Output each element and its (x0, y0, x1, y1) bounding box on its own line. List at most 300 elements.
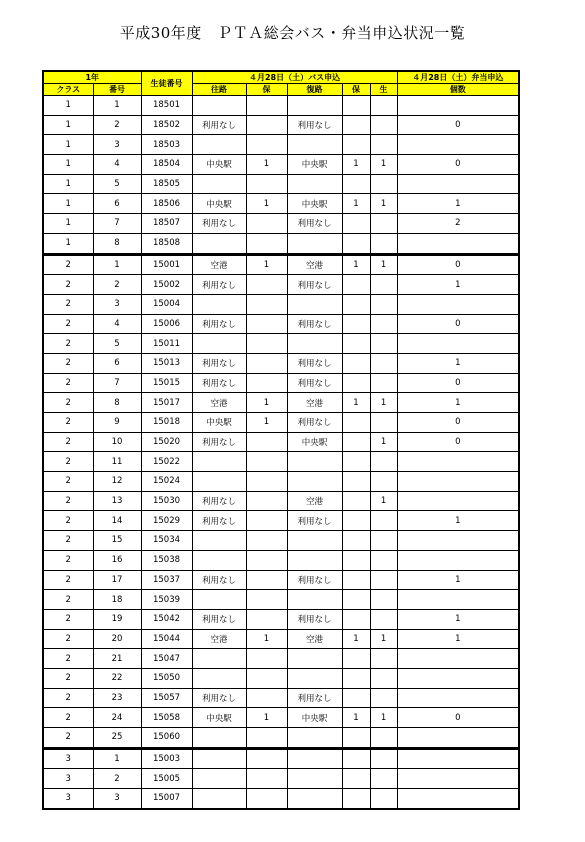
student-id-cell: 15029 (141, 511, 192, 531)
number-cell: 10 (93, 432, 141, 452)
outbound-cell: 中央駅 (192, 708, 246, 728)
student-cell (370, 531, 397, 551)
guardian-return-cell (342, 413, 370, 433)
bento-count-cell: 1 (397, 353, 519, 373)
table-row (43, 629, 519, 649)
student-id-cell: 15015 (141, 373, 192, 393)
guardian-outbound-cell (246, 550, 287, 570)
guardian-outbound-cell: 1 (246, 413, 287, 433)
table-row (43, 115, 519, 135)
class-cell: 1 (43, 233, 93, 254)
bento-count-cell (397, 452, 519, 472)
number-cell: 8 (93, 393, 141, 413)
table-header (43, 71, 519, 96)
outbound-cell: 利用なし (192, 353, 246, 373)
bento-count-cell: 0 (397, 708, 519, 728)
table-row (43, 432, 519, 452)
guardian-outbound-cell (246, 472, 287, 492)
student-cell (370, 233, 397, 254)
class-cell: 2 (43, 275, 93, 295)
return-cell (287, 649, 342, 669)
guardian-return-cell (342, 649, 370, 669)
student-cell (370, 115, 397, 135)
guardian-return-cell (342, 531, 370, 551)
return-cell (287, 789, 342, 809)
student-id-cell: 18508 (141, 233, 192, 254)
student-cell (370, 511, 397, 531)
guardian-return-cell (342, 294, 370, 314)
table-row (43, 531, 519, 551)
guardian-outbound-cell (246, 531, 287, 551)
student-id-cell: 15057 (141, 688, 192, 708)
number-cell: 21 (93, 649, 141, 669)
number-cell: 4 (93, 155, 141, 175)
bento-count-cell (397, 294, 519, 314)
return-cell: 空港 (287, 491, 342, 511)
return-cell: 利用なし (287, 314, 342, 334)
bento-count-cell: 1 (397, 570, 519, 590)
student-cell (370, 314, 397, 334)
student-cell: 1 (370, 194, 397, 214)
table-row (43, 491, 519, 511)
student-id-cell: 15034 (141, 531, 192, 551)
number-cell: 1 (93, 748, 141, 769)
guardian-outbound-cell (246, 432, 287, 452)
bento-count-cell: 1 (397, 629, 519, 649)
bento-application-header: ４月28日（土）弁当申込 (397, 71, 519, 84)
return-cell: 中央駅 (287, 155, 342, 175)
bento-count-cell: 0 (397, 373, 519, 393)
class-cell: 2 (43, 413, 93, 433)
number-cell: 15 (93, 531, 141, 551)
class-cell: 2 (43, 649, 93, 669)
student-cell (370, 275, 397, 295)
table-row (43, 353, 519, 373)
table-row (43, 413, 519, 433)
return-cell (287, 590, 342, 610)
student-cell (370, 174, 397, 194)
class-cell: 3 (43, 748, 93, 769)
guardian-return-cell (342, 748, 370, 769)
student-id-cell: 15007 (141, 789, 192, 809)
number-cell: 12 (93, 472, 141, 492)
table-row (43, 728, 519, 749)
guardian-outbound-cell (246, 728, 287, 749)
return-cell: 利用なし (287, 214, 342, 234)
return-cell: 中央駅 (287, 432, 342, 452)
student-cell (370, 570, 397, 590)
bento-count-cell: 0 (397, 413, 519, 433)
student-id-cell: 15058 (141, 708, 192, 728)
outbound-cell: 利用なし (192, 432, 246, 452)
student-cell: 1 (370, 155, 397, 175)
student-id-cell: 15017 (141, 393, 192, 413)
outbound-cell: 利用なし (192, 688, 246, 708)
class-cell: 2 (43, 294, 93, 314)
guardian-return-cell (342, 96, 370, 116)
bento-count-cell (397, 688, 519, 708)
student-id-cell: 18506 (141, 194, 192, 214)
guardian-return-cell: 1 (342, 155, 370, 175)
number-cell: 24 (93, 708, 141, 728)
class-cell: 2 (43, 708, 93, 728)
guardian-outbound-header: 保 (246, 84, 287, 96)
guardian-outbound-cell (246, 233, 287, 254)
return-cell: 利用なし (287, 373, 342, 393)
bento-count-cell: 1 (397, 275, 519, 295)
return-cell: 空港 (287, 254, 342, 275)
number-cell: 7 (93, 373, 141, 393)
guardian-return-cell (342, 491, 370, 511)
guardian-outbound-cell (246, 334, 287, 354)
return-cell: 空港 (287, 393, 342, 413)
number-cell: 14 (93, 511, 141, 531)
bento-count-cell: 1 (397, 511, 519, 531)
number-cell: 19 (93, 609, 141, 629)
bento-count-cell: 0 (397, 155, 519, 175)
guardian-outbound-cell (246, 590, 287, 610)
guardian-return-cell (342, 688, 370, 708)
return-cell (287, 96, 342, 116)
guardian-outbound-cell (246, 373, 287, 393)
student-cell: 1 (370, 432, 397, 452)
guardian-return-cell (342, 590, 370, 610)
guardian-outbound-cell (246, 511, 287, 531)
student-id-cell: 15047 (141, 649, 192, 669)
outbound-cell (192, 550, 246, 570)
return-cell: 利用なし (287, 688, 342, 708)
bento-count-cell: 2 (397, 214, 519, 234)
student-cell (370, 550, 397, 570)
outbound-cell (192, 649, 246, 669)
guardian-return-cell (342, 275, 370, 295)
return-cell: 利用なし (287, 413, 342, 433)
number-cell: 1 (93, 96, 141, 116)
table-row (43, 334, 519, 354)
table-row (43, 96, 519, 116)
student-cell (370, 668, 397, 688)
guardian-outbound-cell (246, 769, 287, 789)
class-cell: 2 (43, 373, 93, 393)
table-row (43, 511, 519, 531)
class-cell: 2 (43, 590, 93, 610)
guardian-outbound-cell (246, 789, 287, 809)
class-cell: 1 (43, 135, 93, 155)
student-id-cell: 15038 (141, 550, 192, 570)
bento-count-cell: 1 (397, 194, 519, 214)
bento-count-cell: 0 (397, 254, 519, 275)
return-cell (287, 334, 342, 354)
student-cell (370, 472, 397, 492)
outbound-cell: 利用なし (192, 570, 246, 590)
bento-count-cell (397, 668, 519, 688)
class-cell: 1 (43, 96, 93, 116)
guardian-return-cell (342, 373, 370, 393)
return-cell: 利用なし (287, 353, 342, 373)
number-cell: 25 (93, 728, 141, 749)
bento-count-cell (397, 789, 519, 809)
class-cell: 2 (43, 254, 93, 275)
outbound-cell (192, 590, 246, 610)
guardian-return-cell: 1 (342, 629, 370, 649)
number-cell: 3 (93, 135, 141, 155)
outbound-cell: 利用なし (192, 314, 246, 334)
guardian-return-cell: 1 (342, 194, 370, 214)
return-cell (287, 748, 342, 769)
student-id-cell: 15037 (141, 570, 192, 590)
number-cell: 18 (93, 590, 141, 610)
guardian-outbound-cell (246, 649, 287, 669)
student-cell (370, 748, 397, 769)
class-cell: 2 (43, 334, 93, 354)
number-cell: 2 (93, 769, 141, 789)
class-cell: 2 (43, 668, 93, 688)
guardian-outbound-cell (246, 294, 287, 314)
outbound-cell (192, 334, 246, 354)
outbound-cell (192, 294, 246, 314)
return-cell (287, 769, 342, 789)
student-id-cell: 15060 (141, 728, 192, 749)
guardian-return-cell (342, 609, 370, 629)
student-id-cell: 15018 (141, 413, 192, 433)
outbound-cell: 利用なし (192, 373, 246, 393)
bento-count-cell (397, 233, 519, 254)
table-row (43, 233, 519, 254)
bento-count-cell (397, 491, 519, 511)
guardian-return-cell (342, 115, 370, 135)
return-cell (287, 668, 342, 688)
student-id-cell: 15039 (141, 590, 192, 610)
student-cell: 1 (370, 629, 397, 649)
student-id-cell: 15002 (141, 275, 192, 295)
class-cell: 1 (43, 214, 93, 234)
guardian-return-cell (342, 728, 370, 749)
student-id-cell: 15004 (141, 294, 192, 314)
student-id-cell: 15013 (141, 353, 192, 373)
return-cell: 利用なし (287, 511, 342, 531)
student-id-cell: 18507 (141, 214, 192, 234)
student-cell (370, 96, 397, 116)
table-row (43, 649, 519, 669)
return-cell: 中央駅 (287, 194, 342, 214)
class-cell: 3 (43, 789, 93, 809)
return-cell (287, 294, 342, 314)
student-cell (370, 590, 397, 610)
outbound-cell: 空港 (192, 393, 246, 413)
guardian-outbound-cell (246, 275, 287, 295)
outbound-cell (192, 472, 246, 492)
guardian-return-cell (342, 353, 370, 373)
guardian-outbound-cell (246, 748, 287, 769)
return-cell (287, 233, 342, 254)
guardian-return-cell: 1 (342, 254, 370, 275)
number-cell: 11 (93, 452, 141, 472)
table-row (43, 294, 519, 314)
number-cell: 22 (93, 668, 141, 688)
return-cell (287, 452, 342, 472)
bento-count-cell (397, 550, 519, 570)
number-cell: 20 (93, 629, 141, 649)
number-cell: 6 (93, 353, 141, 373)
return-cell: 中央駅 (287, 708, 342, 728)
bento-count-cell: 0 (397, 314, 519, 334)
outbound-cell: 利用なし (192, 115, 246, 135)
outbound-cell: 中央駅 (192, 155, 246, 175)
class-cell: 1 (43, 174, 93, 194)
student-cell: 1 (370, 491, 397, 511)
table-row (43, 254, 519, 275)
class-cell: 1 (43, 194, 93, 214)
return-cell: 利用なし (287, 115, 342, 135)
outbound-cell (192, 452, 246, 472)
class-cell: 2 (43, 629, 93, 649)
guardian-return-cell (342, 233, 370, 254)
table-row (43, 769, 519, 789)
bento-count-cell (397, 96, 519, 116)
number-cell: 6 (93, 194, 141, 214)
outbound-cell (192, 728, 246, 749)
guardian-return-cell (342, 769, 370, 789)
table-row (43, 393, 519, 413)
student-cell (370, 452, 397, 472)
bento-count-cell (397, 769, 519, 789)
page-title: 平成30年度 ＰＴＡ総会バス・弁当申込状況一覧 (119, 24, 466, 42)
student-id-cell: 18501 (141, 96, 192, 116)
number-cell: 8 (93, 233, 141, 254)
student-id-cell: 15020 (141, 432, 192, 452)
outbound-cell: 中央駅 (192, 194, 246, 214)
guardian-return-cell: 1 (342, 708, 370, 728)
return-cell: 利用なし (287, 570, 342, 590)
outbound-cell: 利用なし (192, 491, 246, 511)
bus-application-header: ４月28日（土）バス申込 (192, 71, 397, 84)
student-no-header: 生徒番号 (141, 71, 192, 96)
table-row (43, 452, 519, 472)
guardian-outbound-cell (246, 491, 287, 511)
guardian-return-cell (342, 789, 370, 809)
grade-header: 1年 (43, 71, 141, 84)
student-id-cell: 15042 (141, 609, 192, 629)
guardian-return-cell (342, 511, 370, 531)
guardian-return-cell (342, 135, 370, 155)
number-cell: 13 (93, 491, 141, 511)
student-id-cell: 15011 (141, 334, 192, 354)
outbound-cell (192, 789, 246, 809)
bento-count-cell (397, 135, 519, 155)
number-cell: 3 (93, 294, 141, 314)
number-cell: 5 (93, 174, 141, 194)
class-cell: 2 (43, 511, 93, 531)
student-cell: 1 (370, 708, 397, 728)
return-header: 復路 (287, 84, 342, 96)
bento-count-cell (397, 472, 519, 492)
class-cell: 3 (43, 769, 93, 789)
student-id-cell: 15044 (141, 629, 192, 649)
return-cell (287, 550, 342, 570)
number-cell: 4 (93, 314, 141, 334)
outbound-cell (192, 769, 246, 789)
student-id-cell: 15024 (141, 472, 192, 492)
guardian-outbound-cell (246, 135, 287, 155)
bento-count-cell (397, 174, 519, 194)
student-id-cell: 15022 (141, 452, 192, 472)
outbound-cell (192, 668, 246, 688)
student-cell (370, 294, 397, 314)
return-cell (287, 531, 342, 551)
outbound-cell (192, 233, 246, 254)
guardian-return-cell (342, 668, 370, 688)
student-header: 生 (370, 84, 397, 96)
student-cell (370, 214, 397, 234)
guardian-outbound-cell (246, 668, 287, 688)
outbound-cell (192, 135, 246, 155)
table-row (43, 174, 519, 194)
guardian-outbound-cell: 1 (246, 254, 287, 275)
guardian-return-cell (342, 314, 370, 334)
table-body (43, 96, 519, 809)
guardian-outbound-cell (246, 353, 287, 373)
class-cell: 2 (43, 531, 93, 551)
bento-count-cell: 0 (397, 115, 519, 135)
guardian-outbound-cell (246, 688, 287, 708)
student-id-cell: 18502 (141, 115, 192, 135)
guardian-return-cell (342, 432, 370, 452)
class-cell: 2 (43, 314, 93, 334)
student-cell (370, 789, 397, 809)
student-cell (370, 135, 397, 155)
guardian-outbound-cell (246, 314, 287, 334)
number-cell: 2 (93, 275, 141, 295)
student-id-cell: 15001 (141, 254, 192, 275)
class-header: クラス (43, 84, 93, 96)
number-header: 番号 (93, 84, 141, 96)
class-cell: 2 (43, 353, 93, 373)
outbound-cell: 中央駅 (192, 413, 246, 433)
outbound-cell: 利用なし (192, 214, 246, 234)
student-cell (370, 353, 397, 373)
student-id-cell: 15030 (141, 491, 192, 511)
number-cell: 5 (93, 334, 141, 354)
guardian-return-cell (342, 214, 370, 234)
table-row (43, 214, 519, 234)
outbound-header: 往路 (192, 84, 246, 96)
student-id-cell: 18505 (141, 174, 192, 194)
table-row (43, 748, 519, 769)
bento-count-cell (397, 748, 519, 769)
table-row (43, 708, 519, 728)
outbound-cell: 利用なし (192, 275, 246, 295)
student-cell (370, 609, 397, 629)
bento-count-cell (397, 531, 519, 551)
outbound-cell (192, 748, 246, 769)
return-cell: 利用なし (287, 609, 342, 629)
student-cell (370, 413, 397, 433)
number-cell: 16 (93, 550, 141, 570)
class-cell: 2 (43, 728, 93, 749)
bento-count-cell: 1 (397, 393, 519, 413)
guardian-outbound-cell (246, 452, 287, 472)
class-cell: 2 (43, 688, 93, 708)
guardian-outbound-cell (246, 214, 287, 234)
guardian-outbound-cell: 1 (246, 629, 287, 649)
student-cell (370, 373, 397, 393)
return-cell (287, 174, 342, 194)
table-row (43, 275, 519, 295)
guardian-outbound-cell: 1 (246, 708, 287, 728)
guardian-return-cell (342, 174, 370, 194)
student-cell: 1 (370, 254, 397, 275)
table-row (43, 194, 519, 214)
